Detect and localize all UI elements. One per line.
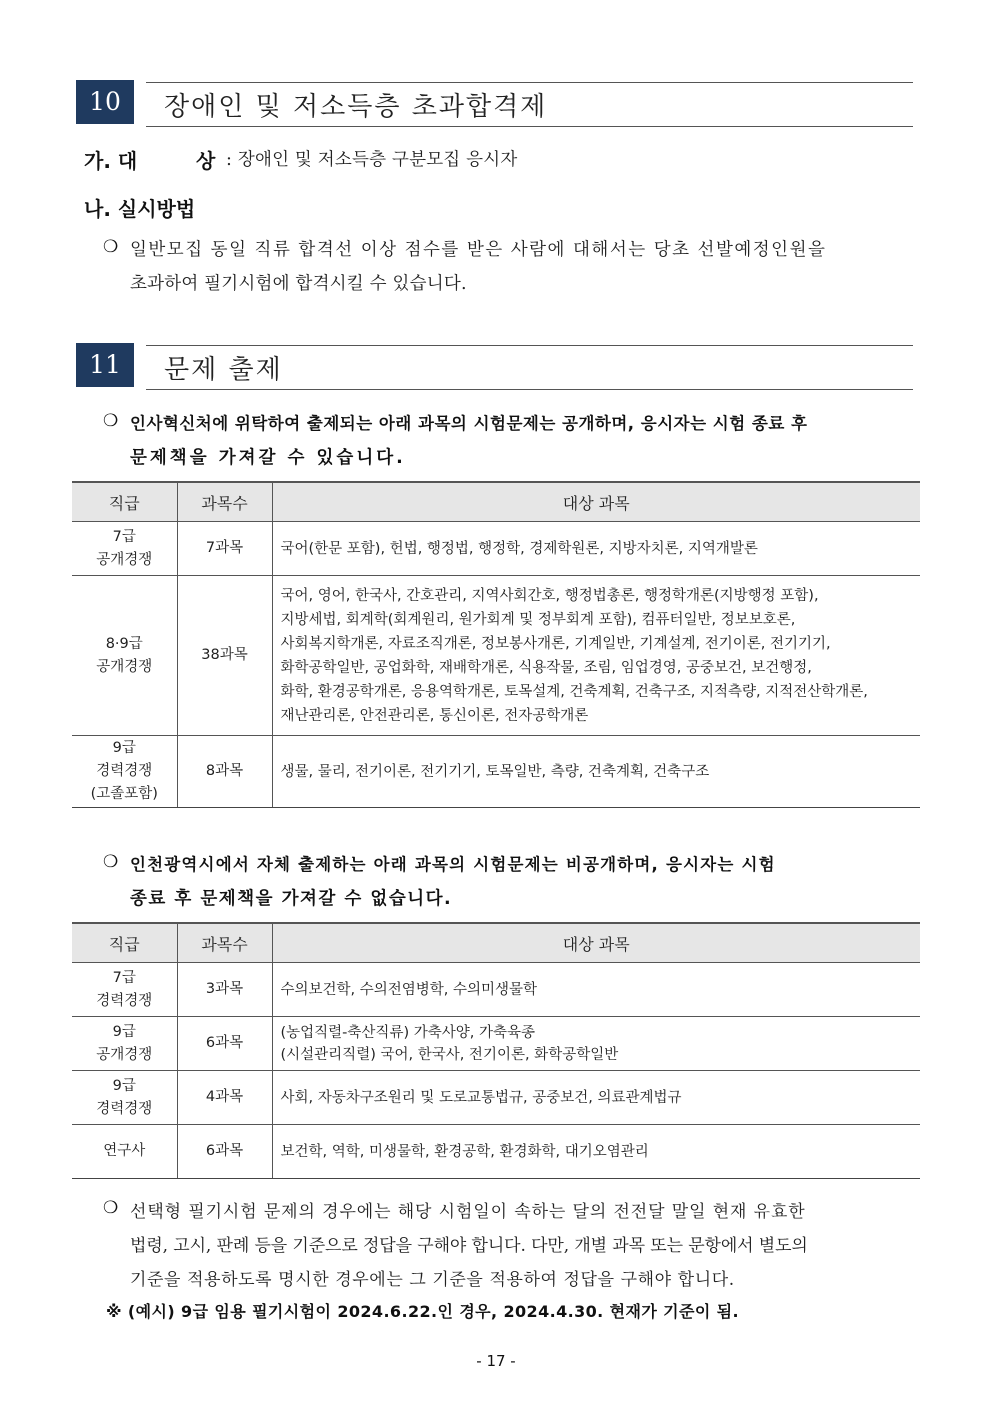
- column-header: 직급: [72, 923, 177, 963]
- table-row: [72, 1071, 920, 1125]
- subjects-cell: 사회, 자동차구조원리 및 도로교통법규, 공중보건, 의료관계법규: [272, 1071, 920, 1125]
- section-title: 장애인 및 저소득층 초과합격제: [164, 92, 548, 122]
- grade-cell: 9급 공개경쟁: [72, 1017, 177, 1071]
- item-ga-text: : 장애인 및 저소득층 구분모집 응시자: [226, 150, 518, 170]
- grade-cell: 7급 경력경쟁: [72, 963, 177, 1017]
- paragraph-line: 법령, 고시, 판례 등을 기준으로 정답을 구해야 합니다. 다만, 개별 과목 또는 문항에서 별도의: [130, 1236, 808, 1256]
- grade-cell: 8·9급 공개경쟁: [72, 576, 177, 736]
- table-row: [72, 522, 920, 576]
- paragraph-line: 선택형 필기시험 문제의 경우에는 해당 시험일이 속하는 달의 전전달 말일 현재 유효한: [130, 1202, 806, 1222]
- table-row: [72, 736, 920, 808]
- subjects-cell: 국어(한문 포함), 헌법, 행정법, 행정학, 경제학원론, 지방자치론, 지역개발론: [272, 522, 920, 576]
- count-cell: 6과목: [177, 1017, 272, 1071]
- paragraph-line: 일반모집 동일 직류 합격선 이상 점수를 받은 사람에 대해서는 당초 선발예정인원을: [130, 240, 827, 260]
- subjects-cell: 보건학, 역학, 미생물학, 환경공학, 환경화학, 대기오염관리: [272, 1125, 920, 1179]
- count-cell: 38과목: [177, 576, 272, 736]
- example-note: ※ (예시) 9급 임용 필기시험이 2024.6.22.인 경우, 2024.4.30. 현재가 기준이 됨.: [106, 1302, 740, 1321]
- table-row: [72, 963, 920, 1017]
- paragraph-line: 인천광역시에서 자체 출제하는 아래 과목의 시험문제는 비공개하며, 응시자는 시험: [130, 855, 776, 874]
- bullet-icon: ❍: [103, 1198, 119, 1218]
- bullet-icon: ❍: [103, 411, 119, 431]
- grade-cell: 연구사: [72, 1125, 177, 1179]
- grade-cell: 9급 경력경쟁 (고졸포함): [72, 736, 177, 808]
- count-cell: 7과목: [177, 522, 272, 576]
- divider: [146, 389, 913, 390]
- paragraph-line: 초과하여 필기시험에 합격시킬 수 있습니다.: [130, 274, 467, 294]
- count-cell: 8과목: [177, 736, 272, 808]
- table-header-row: [72, 923, 920, 963]
- bullet-icon: ❍: [103, 237, 119, 257]
- paragraph-line: 종료 후 문제책을 가져갈 수 없습니다.: [130, 889, 453, 909]
- section-header-11: [76, 343, 913, 391]
- grade-cell: 9급 경력경쟁: [72, 1071, 177, 1125]
- item-na-label: 나. 실시방법: [84, 197, 196, 221]
- count-cell: 3과목: [177, 963, 272, 1017]
- column-header: 대상 과목: [272, 482, 920, 522]
- column-header: 대상 과목: [272, 923, 920, 963]
- section-number: 10: [76, 80, 134, 124]
- paragraph-line: 문제책을 가져갈 수 있습니다.: [130, 448, 406, 468]
- section-title: 문제 출제: [164, 355, 283, 385]
- paragraph-line: 인사혁신처에 위탁하여 출제되는 아래 과목의 시험문제는 공개하며, 응시자는 시험 종료 후: [130, 414, 808, 433]
- paragraph-line: 기준을 적용하도록 명시한 경우에는 그 기준을 적용하여 정답을 구해야 합니다.: [130, 1270, 735, 1290]
- bullet-icon: ❍: [103, 852, 119, 872]
- item-ga-label-suffix: 상: [196, 149, 216, 173]
- subjects-cell: 국어, 영어, 한국사, 간호관리, 지역사회간호, 행정법총론, 행정학개론(지방행정 포함), 지방세법, 회계학(회계원리, 원가회계 및 정부회계 포함), 컴퓨터일반, 정보보호론, 사회복지학개론, 자료조직개론, 정보봉사개론, 기계일반, 기계설계, 전기이론, 전기기기, 화학공학일반, 공업화학, 재배학개론, 식용작물, 조림, 임업경영, 공중보건, 보건행정, 화학, 환경공학개론, 응용역학개론, 토목설계, 건축계획, 건축구조, 지적측량, 지적전산학개론, 재난관리론, 안전관리론, 통신이론, 전자공학개론: [272, 576, 920, 736]
- divider: [146, 345, 913, 346]
- column-header: 과목수: [177, 482, 272, 522]
- subjects-cell: (농업직렬-축산직류) 가축사양, 가축육종 (시설관리직렬) 국어, 한국사, 전기이론, 화학공학일반: [272, 1017, 920, 1071]
- table-row: [72, 1017, 920, 1071]
- subjects-table-nonpublic: [72, 922, 920, 1179]
- table-header-row: [72, 482, 920, 522]
- count-cell: 6과목: [177, 1125, 272, 1179]
- page-number: - 17 -: [476, 1352, 516, 1370]
- subjects-cell: 수의보건학, 수의전염병학, 수의미생물학: [272, 963, 920, 1017]
- table-row: [72, 1125, 920, 1179]
- section-number: 11: [76, 343, 134, 387]
- divider: [146, 126, 913, 127]
- subjects-table-public: [72, 481, 920, 808]
- count-cell: 4과목: [177, 1071, 272, 1125]
- column-header: 과목수: [177, 923, 272, 963]
- subjects-cell: 생물, 물리, 전기이론, 전기기기, 토목일반, 측량, 건축계획, 건축구조: [272, 736, 920, 808]
- divider: [146, 82, 913, 83]
- column-header: 직급: [72, 482, 177, 522]
- section-header-10: [76, 80, 913, 128]
- table-row: [72, 576, 920, 736]
- item-ga-label: 가. 대: [84, 149, 138, 173]
- grade-cell: 7급 공개경쟁: [72, 522, 177, 576]
